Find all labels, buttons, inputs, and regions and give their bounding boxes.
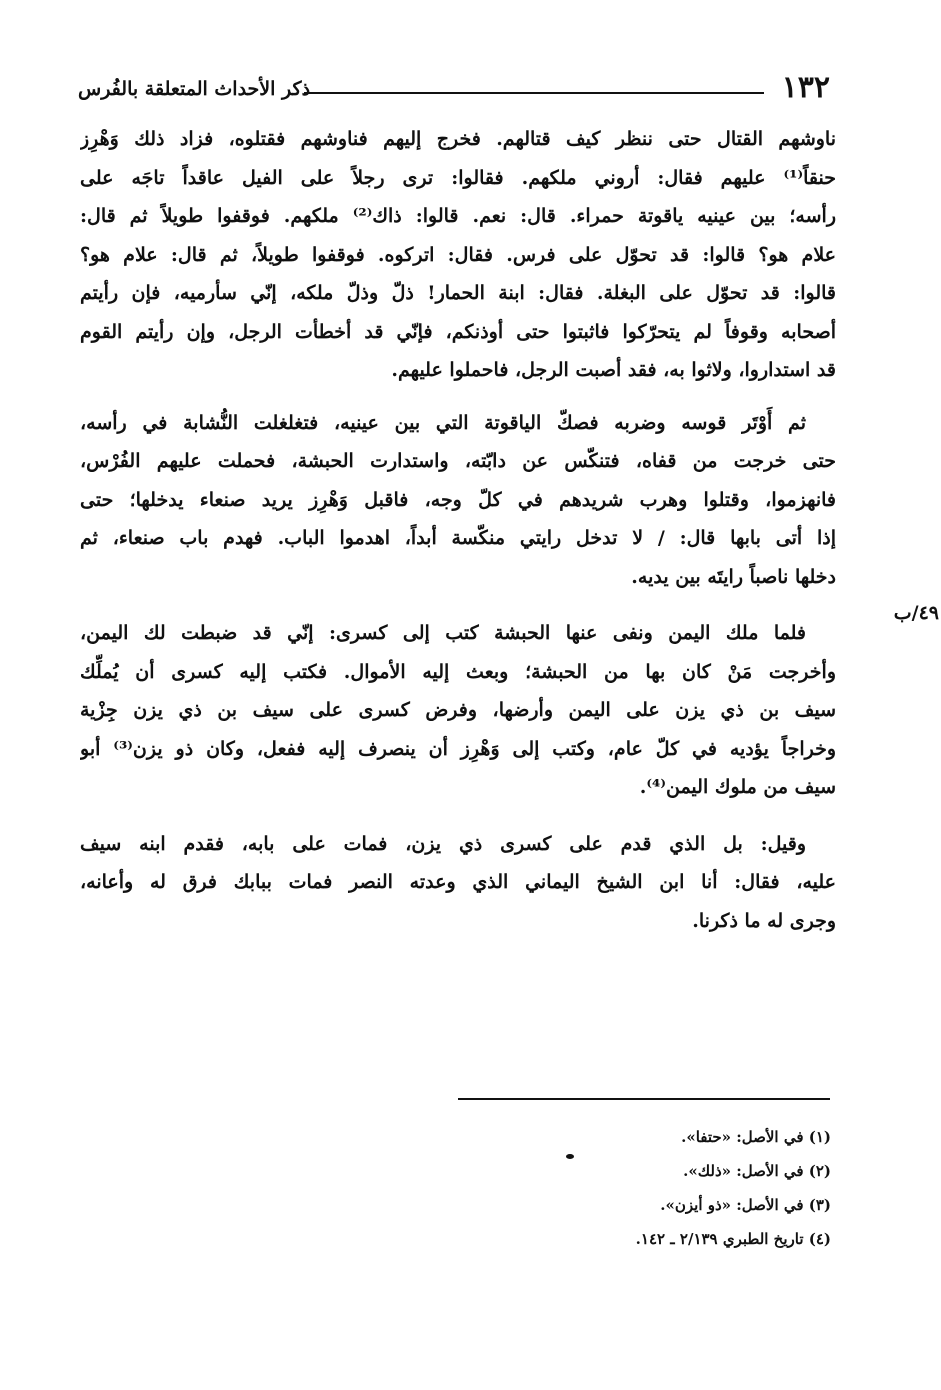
footnote-item: (٢) في الأصل: «ذلك». xyxy=(683,1162,831,1180)
paragraph-3 xyxy=(80,614,836,807)
text-line: فانهزموا، وقتلوا وهرب شريدهم في كلّ وجه، فاقبل وَهْرِز يريد صنعاء يدخلها؛ حتى xyxy=(80,488,836,511)
ink-speck xyxy=(566,1154,574,1159)
text-line: قالوا: قد تحوّل على البغلة. فقال: ابنة الحمار! ذلّ وذلّ ملكه، إنّي سأرميه، فإن رأيتم xyxy=(80,282,836,304)
text-line: سيف بن ذي يزن على اليمن وأرضها، وفرض كسرى على سيف بن ذي يزن جِزْية xyxy=(80,699,836,721)
text-line: سيف من ملوك اليمن⁽⁴⁾. xyxy=(639,776,836,798)
margin-folio-note: ٤٩/ب xyxy=(893,602,939,624)
paragraph-1 xyxy=(80,120,836,390)
footnote-item: (١) في الأصل: «حتفا». xyxy=(681,1128,831,1146)
footnotes xyxy=(531,1120,831,1256)
paragraph-2 xyxy=(80,404,836,597)
footnote-item: (٣) في الأصل: «ذو أيزن». xyxy=(660,1196,831,1214)
main-text xyxy=(80,120,836,940)
paragraph-gap xyxy=(80,390,836,404)
text-line: فلما ملك اليمن ونفى عنها الحبشة كتب إلى كسرى: إنّي قد ضبطت لك اليمن، xyxy=(80,622,806,644)
text-line: إذا أتى بابها قال: / لا تدخل رايتي منكّسة أبداً، اهدموا الباب. فهدم باب صنعاء، ثم xyxy=(80,527,836,549)
page-header xyxy=(78,70,830,110)
page-number: ١٣٢ xyxy=(781,70,830,105)
text-line: دخلها ناصباً رايتَه بين يديه. xyxy=(631,565,836,588)
text-line: ثم أَوْتَر قوسه وضربه فصكّ الياقوتة التي بين عينيه، فتغلغلت النُّشابة في رأسه، xyxy=(80,411,806,434)
running-title: ذكر الأحداث المتعلقة بالفُرس xyxy=(78,78,311,100)
header-rule xyxy=(304,92,764,94)
text-line: رأسه؛ بين عينيه ياقوتة حمراء. قال: نعم. قالوا: ذاك⁽²⁾ ملكهم. فوقفوا طويلاً ثم قال: xyxy=(80,205,836,227)
text-line: حتى خرجت من قفاه، فتنكّس عن دابّته، واستدارت الحبشة، فحملت عليهم الفُرْس، xyxy=(80,450,836,472)
text-line: وجرى له ما ذكرنا. xyxy=(692,909,836,932)
paragraph-4 xyxy=(80,825,836,941)
paragraph-gap xyxy=(80,596,836,614)
footnote-separator xyxy=(458,1098,830,1100)
text-line: وقيل: بل الذي قدم على كسرى ذي يزن، فمات على بابه، فقدم ابنه سيف xyxy=(80,832,806,855)
text-line: عليه، فقال: أنا ابن الشيخ اليماني الذي وعدته النصر فمات ببابك فرق له وأعانه، xyxy=(80,871,836,893)
text-line: قد استداروا، ولاثوا به، فقد أصبت الرجل، فاحملوا عليهم. xyxy=(391,359,836,381)
paragraph-gap xyxy=(80,807,836,825)
text-line: وخراجاً يؤديه في كلّ عام، وكتب إلى وَهْرِز أن ينصرف إليه ففعل، وكان ذو يزن⁽³⁾ أبو xyxy=(80,737,836,760)
footnote-item: (٤) تاريخ الطبري ٢/١٣٩ ـ ١٤٢. xyxy=(635,1230,831,1248)
text-line: علام هو؟ قالوا: قد تحوّل على فرس. فقال: اتركوه. فوقفوا طويلاً، ثم قال: علام هو؟ xyxy=(80,243,836,266)
text-line: وأخرجت مَنْ كان بها من الحبشة؛ وبعث إليه الأموال. فكتب إليه كسرى أن يُملِّك xyxy=(80,660,836,683)
text-line: ناوشهم القتال حتى ننظر كيف قتالهم. فخرج إليهم فناوشهم فقتلوه، فزاد ذلك وَهْرِز xyxy=(80,128,836,150)
text-line: أصحابه وقوفاً لم يتحرّكوا فاثبتوا حتى أوذنكم، فإنّي قد أخطأت الرجل، وإن رأيتم القوم xyxy=(80,320,836,343)
text-line: حنقاً⁽¹⁾ عليهم فقال: أروني ملكهم. فقالوا: ترى رجلاً على الفيل عاقداً تاجَه على xyxy=(80,166,836,189)
